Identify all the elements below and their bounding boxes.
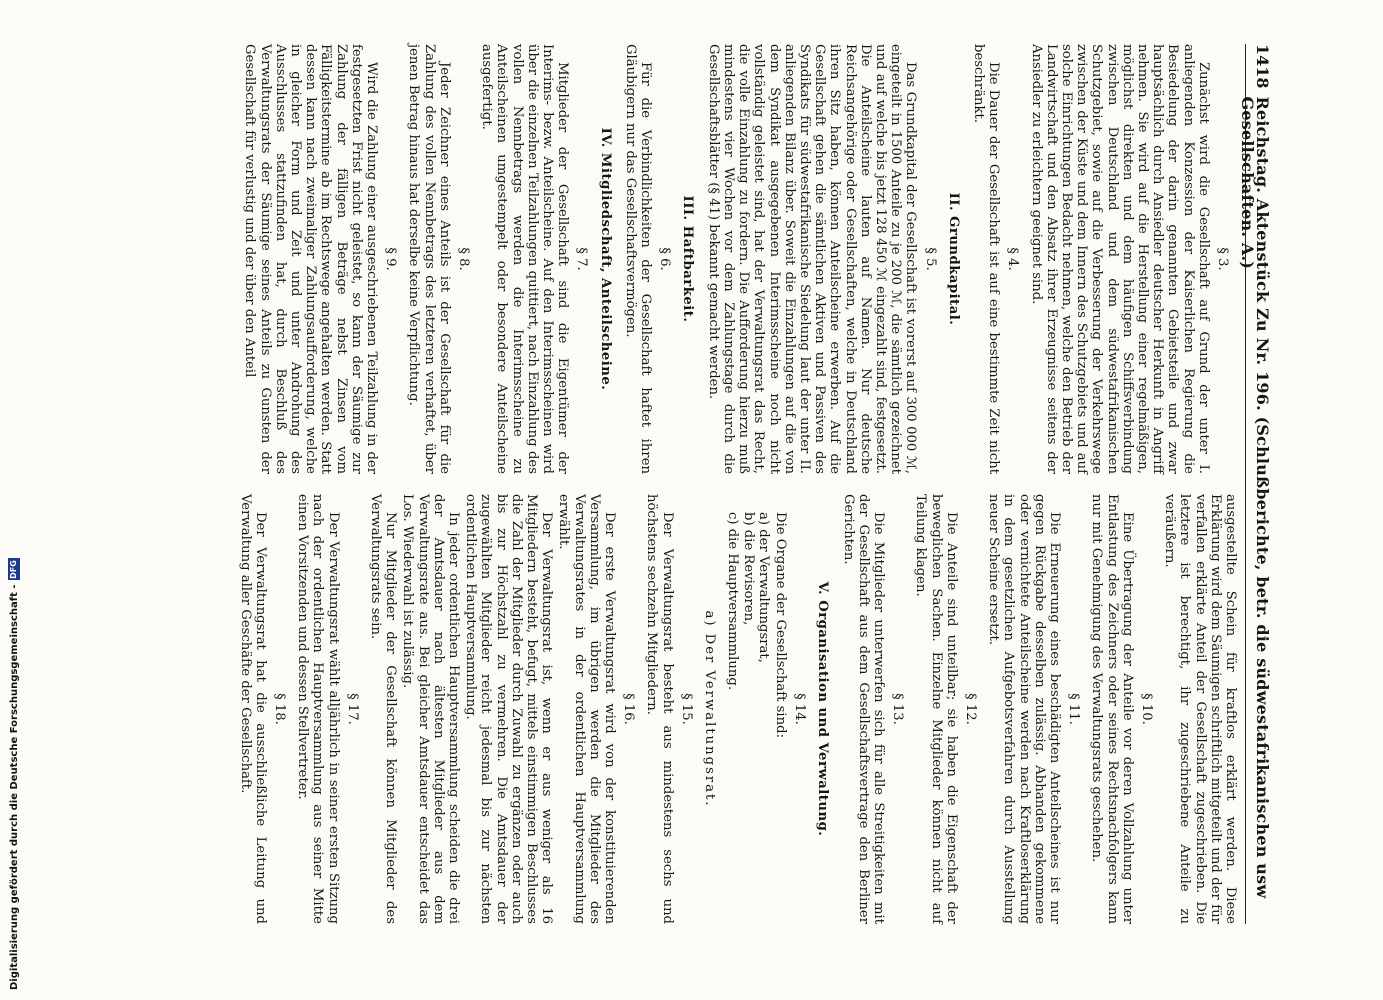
paragraph: Der Verwaltungsrat ist, wenn er aus weniger als 16 Mitgliedern besteht, befugt, mittels einstimmigen Beschlusses die Zahl der Mitglieder durch Zuwahl zu ergänzen oder auch bis zur Höchstzahl zu vermehren. Die Amtsdauer der zugewählten Mitglieder reicht jedesmal bis zur nächsten ordentlichen Hauptversammlung. — [463, 494, 555, 924]
paragraph: Zunächst wird die Gesellschaft auf Grund der unter I. anliegenden Konzession der Kaiserlichen Regierung die Besiedelung der darin genannten Gebietsteile und zwar hauptsächlich durch Ansiedler deutscher Herkunft in Angriff nehmen. Sie wird auf die Herstellung einer regelmäßigen, möglichst direkten und dem häufigen Schiffsverbindung zwischen Deutschland und dem südwestafrikanischen Schutzgebiet, sowie auf die Verbesserung der Verkehrswege zwischen der Küste und dem Innern des Schutzgebiets und auf solche Einrichtungen Bedacht nehmen, welche den Betrieb der Landwirtschaft und den Absatz ihrer Erzeugnisse seitens der Ansiedler zu erleichtern geeignet sind. — [1028, 44, 1211, 474]
paragraph: Die Organe der Gesellschaft sind: — [772, 512, 788, 739]
paragraph: Der Verwaltungsrat hat die ausschließliche Leitung und Verwaltung aller Geschäfte der Gesellschaft. — [237, 494, 268, 924]
paragraph: Der Verwaltungsrat besteht aus mindestens sechs und höchstens sechzehn Mitgliedern. — [644, 494, 675, 924]
paragraph: Mitglieder der Gesellschaft sind die Eigentümer der Interims- bezw. Anteilscheine. Auf den Interimsscheinen wird über die einzelnen Teilzahlungen quittiert, nach Einzahlung des vollen Nennbetrags werden die Interimsscheine zu Anteilscheinen umgestempelt oder besondere Anteilscheine ausgefertigt. — [479, 44, 571, 474]
paragraph: Die Erneuerung eines beschädigten Anteilscheines ist nur gegen Rückgabe desselben zulässig. Abhanden gekommene oder vernichtete Anteilscheine werden nach Kraftloserklärung in dem gesetzlichen Aufgebotsverfahren durch Ausstellung neuer Scheine ersetzt. — [986, 494, 1062, 924]
dfg-logo: DFG — [9, 560, 18, 579]
section-number: § 8. — [456, 247, 472, 271]
paragraph: Die Anteile sind unteilbar; sie haben die Eigenschaft der beweglichen Sachen. Einzelne Mitglieder können nicht auf Teilung klagen. — [913, 494, 959, 924]
section-number: § 6. — [657, 247, 673, 271]
chapter-heading: II. Grundkapital. — [945, 192, 961, 326]
paragraph: Die Dauer der Gesellschaft ist auf eine bestimmte Zeit nicht beschränkt. — [970, 44, 1002, 474]
paragraph: Nur Mitglieder der Gesellschaft können Mitglieder des Verwaltungsrats sein. — [368, 494, 399, 924]
section-number: § 15. — [678, 693, 694, 725]
digitization-text: Digitalisierung gefördert durch die Deutsche Forschungsgemeinschaft - — [8, 584, 20, 990]
section-number: § 17. — [344, 693, 360, 725]
page-header — [1237, 44, 1272, 924]
digitization-note — [8, 558, 20, 990]
list-item: a) der Verwaltungsrat, — [755, 512, 771, 663]
page-number: 1418 — [1253, 44, 1272, 89]
paragraph: Der erste Verwaltungsrat wird von der konstituierenden Versammlung, im übrigen werden die Mitglieder des Verwaltungsrates in der ordentlichen Hauptversammlung erwählt. — [556, 494, 618, 924]
running-title: Reichstag. Aktenstück Zu Nr. 196. (Schlußberichte, betr. die südwestafrikanischen usw Gesellschaften. A.) — [1237, 96, 1272, 899]
paragraph: In jeder ordentlichen Hauptversammlung scheiden die drei der Amtsdauer nach ältesten Mitglieder aus dem Verwaltungsrate aus. Bei gleicher Amtsdauer entscheidet das Los. Wiederwahl ist zulässig. — [400, 494, 462, 924]
chapter-heading: V. Organisation und Verwaltung. — [815, 581, 831, 837]
paragraph: Das Grundkapital der Gesellschaft ist vorerst auf 300 000 ℳ, eingeteilt in 1500 Anteile zu je 200 ℳ, die sämtlich gezeichnet und auf welche bis jetzt 128 450 ℳ eingezahlt sind, festgesetzt. Die Anteilscheine lauten auf Namen. Nur deutsche Reichsangehörige oder Gesellschaften, welche in Deutschland ihren Sitz haben, können Anteilscheine erwerben. Auf die Gesellschaft gehen die sämtlichen Aktiven und Passiven des Syndikats für südwestafrikanische Siedelung laut der unter II. anliegenden Bilanz über. Soweit die Einzahlungen auf die von dem Syndikat ausgegebenen Interimsscheine noch nicht vollständig geleistet sind, hat der Verwaltungsrat das Recht, die volle Einzahlung zu fordern. Die Aufforderung hierzu muß mindestens vier Wochen vor dem Zahlungstage durch die Gesellschaftsblätter (§ 41) bekannt gemacht werden. — [705, 44, 919, 474]
chapter-heading: III. Haftbarkeit. — [680, 195, 696, 323]
paragraph: Der Verwaltungsrat wählt alljährlich in seiner ersten Sitzung nach der ordentlichen Hauptversammlung aus seiner Mitte einen Vorsitzenden und dessen Stellvertreter. — [295, 494, 341, 924]
section-number: § 16. — [621, 693, 637, 725]
left-column — [240, 44, 1238, 474]
paragraph: ausgestellte Schein für kraftlos erklärt werden. Diese Erklärung wird dem Säumigen schriftlich mitgeteilt und der für verfallen erklärte Anteil der Gesellschaft zugeschrieben. Die letztere ist berechtigt, ihr zugeschriebene Anteile zu veräußern. — [1162, 494, 1238, 924]
section-number: § 5. — [922, 247, 938, 271]
sub-heading: a) Der Verwaltungsrat. — [702, 610, 718, 808]
paragraph: Jeder Zeichner eines Anteils ist der Gesellschaft für die Zahlung des vollen Nennbetrags des letzteren verhaftet, über jenen Betrag hinaus hat derselbe keine Verpflichtung. — [406, 44, 452, 474]
paragraph: Für die Verbindlichkeiten der Gesellschaft haftet ihren Gläubigern nur das Gesellschaftsvermögen. — [622, 44, 654, 474]
section-number: § 3. — [1215, 247, 1230, 271]
chapter-heading: IV. Mitgliedschaft, Anteilscheine. — [597, 127, 613, 391]
list-item: c) die Hauptversammlung. — [725, 512, 741, 691]
section-number: § 4. — [1005, 247, 1021, 271]
list-item: b) die Revisoren, — [740, 512, 756, 626]
section-number: § 11. — [1066, 693, 1082, 725]
section-number: § 10. — [1138, 693, 1154, 725]
section-number: § 7. — [574, 247, 590, 271]
right-column — [235, 494, 1238, 924]
section-number: § 12. — [962, 693, 978, 725]
section-number: § 18. — [272, 693, 288, 725]
section-number: § 14. — [792, 693, 808, 725]
paragraph: Wird die Zahlung einer ausgeschriebenen Teilzahlung in der festgesetzten Frist nicht geleistet, so kann der Säumige zur Zahlung der fälligen Beträge nebst Zinsen vom Fälligkeitstermine ab im Rechtswege angehalten werden. Statt dessen kann nach zweimaliger Zahlungsaufforderung, welche in gleicher Form und Zeit und unter Androhung des Ausschlusses stattzufinden hat, durch Beschluß des Verwaltungsrats der Säumige seines Anteils zu Gunsten der Gesellschaft für verlustig und der über den Anteil — [242, 44, 380, 474]
section-number: § 9. — [383, 247, 399, 271]
rotated-document-page — [90, 44, 1270, 924]
paragraph: Eine Übertragung der Anteile vor deren Vollzahlung unter Entlastung des Zeichners oder seines Rechtsnachfolgers kann nur mit Genehmigung des Verwaltungsrats geschehen. — [1089, 494, 1135, 924]
organ-list — [725, 512, 771, 924]
section-number: § 13. — [890, 693, 906, 725]
paragraph: Die Mitglieder unterwerfen sich für alle Streitigkeiten mit der Gesellschaft aus dem Gesellschaftsvertrage den Berliner Gerichten. — [840, 494, 886, 924]
